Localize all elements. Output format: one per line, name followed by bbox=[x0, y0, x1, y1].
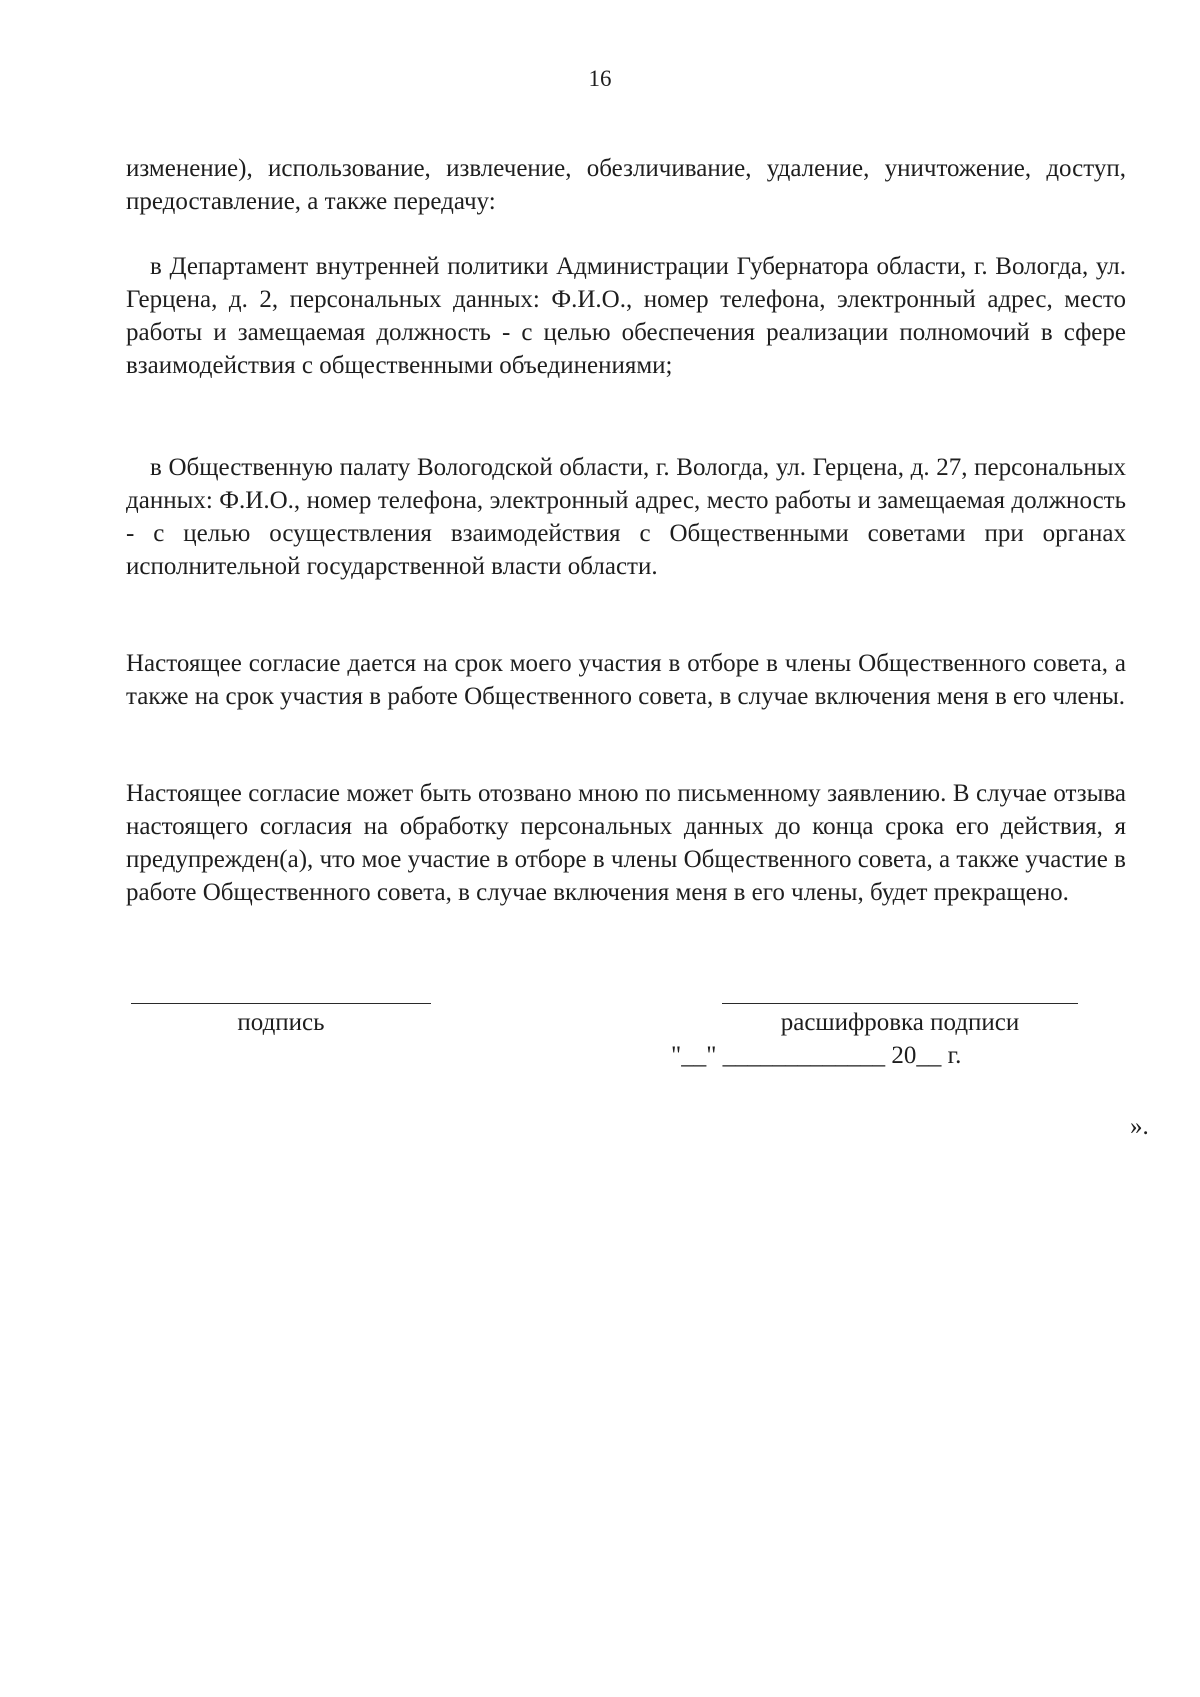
closing-quote: ». bbox=[1130, 1113, 1149, 1140]
paragraph-department: в Департамент внутренней политики Администрации Губернатора области, г. Вологда, ул. Герцена, д. 2, персональных данных: Ф.И.О., номер телефона, электронный адрес, место работы и замещаемая должность - с целью обеспечения реализации полномочий в сфере взаимодействия с общественными объединениями; bbox=[126, 253, 1126, 379]
signature-decoding-line bbox=[722, 1003, 1078, 1004]
signature-line bbox=[131, 1003, 431, 1004]
signature-decoding-caption: расшифровка подписи bbox=[780, 1009, 1020, 1036]
paragraph-intro: изменение), использование, извлечение, обезличивание, удаление, уничтожение, доступ, предоставление, а также передачу: bbox=[126, 155, 1126, 215]
page-number: 16 bbox=[588, 66, 612, 91]
date-line: "__" _____________ 20__ г. bbox=[671, 1042, 962, 1069]
paragraph-public-chamber: в Общественную палату Вологодской области, г. Вологда, ул. Герцена, д. 27, персональных данных: Ф.И.О., номер телефона, электронный адрес, место работы и замещаемая должность - с целью осуществления взаимодействия с Общественными советами при органах исполнительной государственной власти области. bbox=[126, 454, 1126, 580]
signature-caption: подпись bbox=[237, 1009, 325, 1036]
paragraph-consent-revocation: Настоящее согласие может быть отозвано мною по письменному заявлению. В случае отзыва настоящего согласия на обработку персональных данных до конца срока его действия, я предупрежден(а), что мое участие в отборе в члены Общественного совета, а также участие в работе Общественного совета, в случае включения меня в его члены, будет прекращено. bbox=[126, 780, 1126, 906]
paragraph-consent-term: Настоящее согласие дается на срок моего участия в отборе в члены Общественного совета, а также на срок участия в работе Общественного совета, в случае включения меня в его члены. bbox=[126, 650, 1126, 710]
